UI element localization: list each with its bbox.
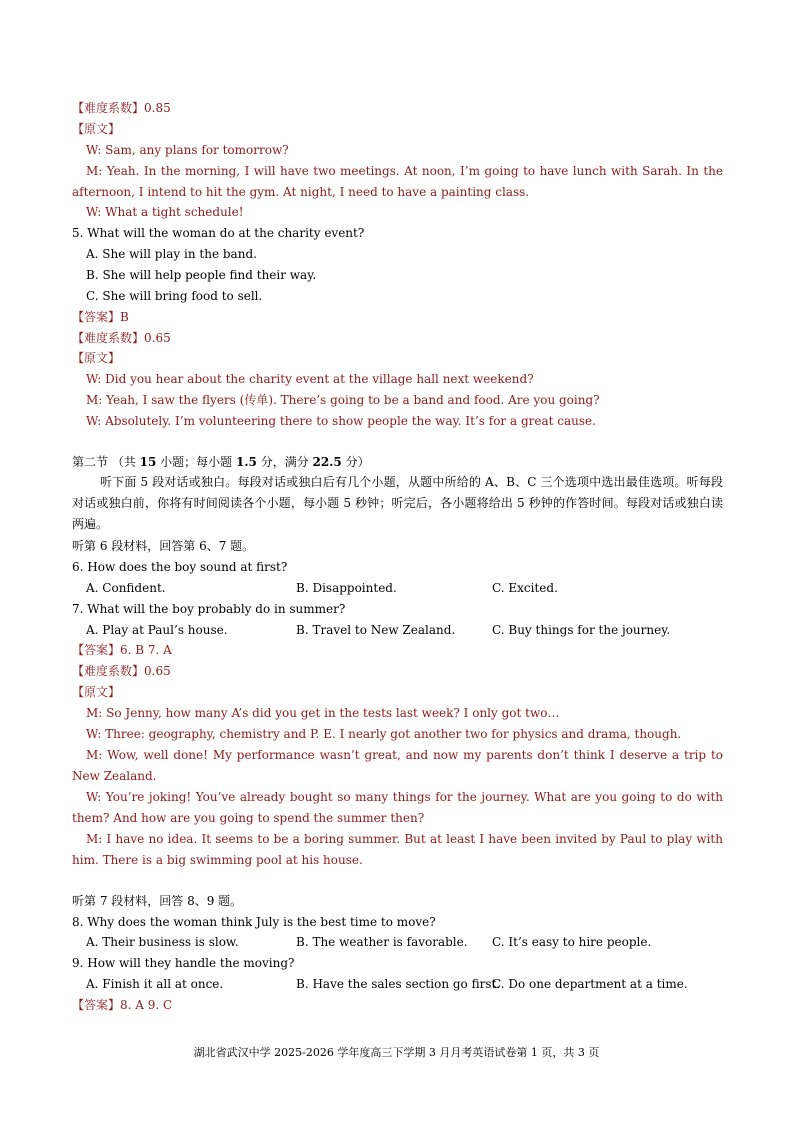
answer-label: 【答案】B [72,310,129,324]
question-7: 7. What will the boy probably do in summer? [72,602,346,616]
question-6: 6. How does the boy sound at first? [72,560,288,574]
transcript-line: M: Yeah. In the morning, I will have two meetings. At noon, I’m going to have lunch with Sarah. In the afternoon, I intend to hit the gym. At night, I need to have a painting class. [72,164,723,199]
option-c: C. Excited. [492,581,558,595]
transcript-line: M: So Jenny, how many A’s did you get in the tests last week? I only got two… [86,706,560,720]
option-b: B. She will help people find their way. [86,268,317,282]
difficulty-label: 【难度系数】0.65 [72,331,171,345]
option-b: B. Have the sales section go first. [296,977,501,991]
transcript-label: 【原文】 [72,351,121,365]
difficulty-label: 【难度系数】0.85 [72,101,171,115]
transcript-line: M: Wow, well done! My performance wasn’t great, and now my parents don’t think I deserve a trip to New Zealand. [72,748,723,783]
question-8: 8. Why does the woman think July is the best time to move? [72,915,436,929]
option-b: B. Disappointed. [296,581,397,595]
transcript-label: 【原文】 [72,122,121,136]
option-b: B. The weather is favorable. [296,935,468,949]
option-a: A. She will play in the band. [86,247,257,261]
transcript-line: M: Yeah, I saw the flyers (传单). There’s going to be a band and food. Are you going? [86,393,600,407]
option-a: A. Finish it all at once. [86,977,224,991]
transcript-label: 【原文】 [72,685,121,699]
option-c: C. Do one department at a time. [492,977,688,991]
transcript-line: W: You’re joking! You’ve already bought so many things for the journey. What are you going to do with them? And how are you going to spend the summer then? [72,790,723,825]
difficulty-label: 【难度系数】0.65 [72,664,171,678]
option-a: A. Their business is slow. [86,935,239,949]
passage-intro: 听第 6 段材料，回答第 6、7 题。 [72,539,255,553]
answer-label: 【答案】8. A 9. C [72,998,173,1012]
transcript-line: W: Three: geography, chemistry and P. E. I nearly got another two for physics and drama, though. [86,727,682,741]
transcript-line: M: I have no idea. It seems to be a boring summer. But at least I have been invited by Paul to play with him. There is a big swimming pool at his house. [72,832,723,867]
option-a: A. Confident. [86,581,166,595]
option-c: C. It’s easy to hire people. [492,935,652,949]
transcript-line: W: Did you hear about the charity event at the village hall next weekend? [86,372,534,386]
option-b: B. Travel to New Zealand. [296,623,456,637]
option-c: C. Buy things for the journey. [492,623,671,637]
option-c: C. She will bring food to sell. [86,289,263,303]
option-a: A. Play at Paul’s house. [86,623,228,637]
answer-label: 【答案】6. B 7. A [72,643,172,657]
question-5: 5. What will the woman do at the charity event? [72,226,365,240]
page-footer: 湖北省武汉中学 2025-2026 学年度高三下学期 3 月月考英语试卷第 1 页，共 3 页 [193,1046,600,1059]
passage-intro: 听第 7 段材料，回答 8、9 题。 [72,894,243,908]
transcript-line: W: Sam, any plans for tomorrow? [86,143,289,157]
transcript-line: W: Absolutely. I’m volunteering there to show people the way. It’s for a great cause. [86,414,596,428]
question-9: 9. How will they handle the moving? [72,956,295,970]
transcript-line: W: What a tight schedule! [86,205,244,219]
section-title: 第二节 （共 15 小题；每小题 1.5 分，满分 22.5 分） [72,455,370,469]
section-instructions: 听下面 5 段对话或独白。每段对话或独白后有几个小题，从题中所给的 A、B、C 三个选项中选出最佳选项。听每段对话或独白前，你将有时间阅读各个小题，每小题 5 秒钟；听完后，各小题将给出 5 秒钟的作答时间。每段对话或独白读两遍。 [72,475,723,531]
